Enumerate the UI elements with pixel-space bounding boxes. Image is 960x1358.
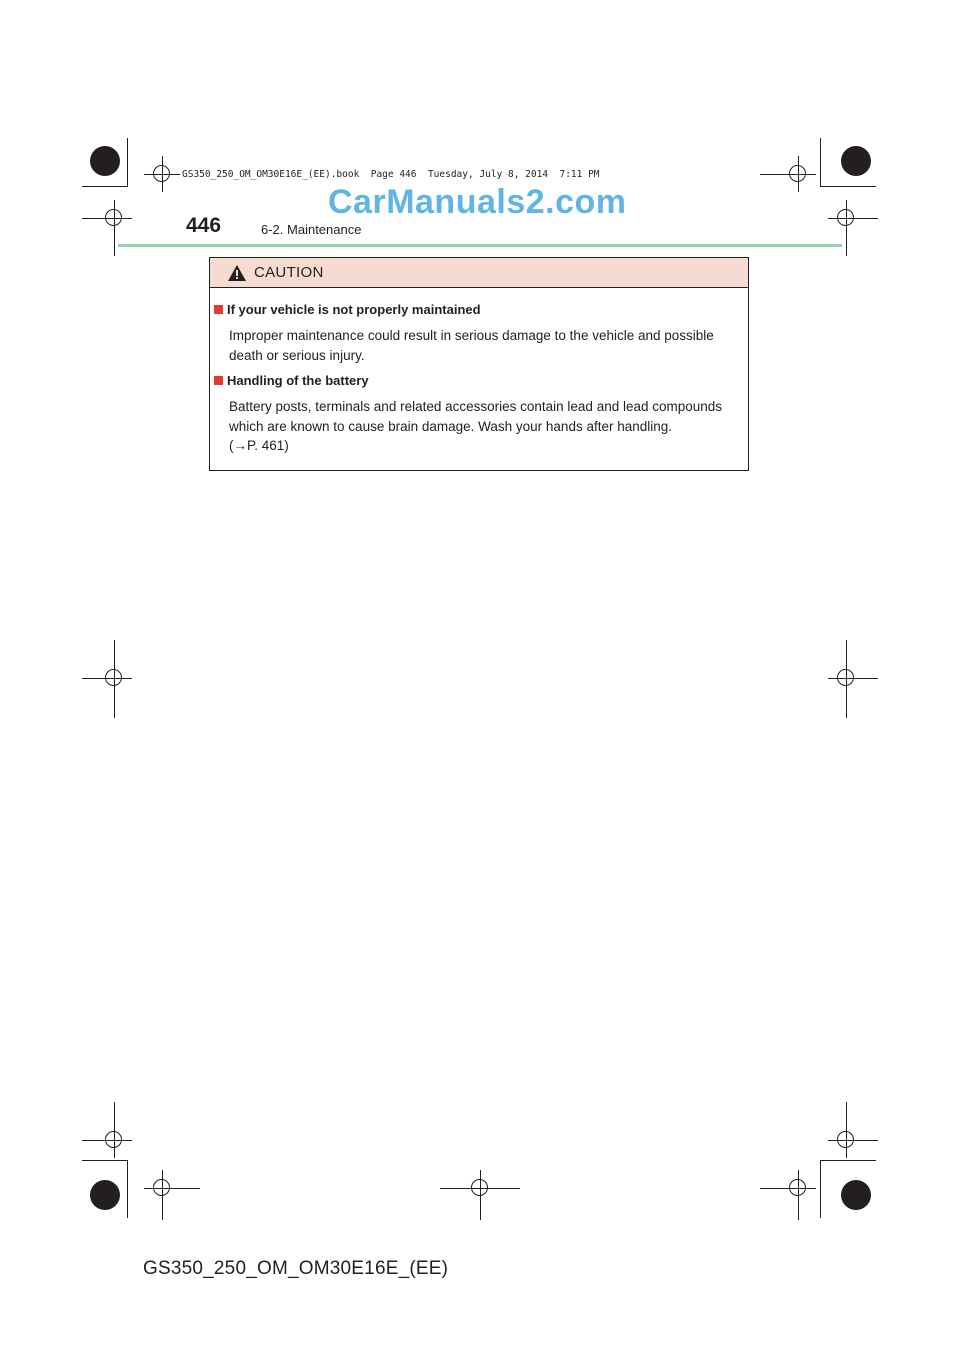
header-rule xyxy=(118,244,842,247)
registration-dot-top-left xyxy=(90,146,120,176)
footer-model-code: GS350_250_OM_OM30E16E_(EE) xyxy=(143,1258,449,1279)
crop-line xyxy=(127,1160,128,1218)
registration-crosshair xyxy=(96,660,132,696)
registration-dot-bottom-right xyxy=(841,1180,871,1210)
caution-item-heading: Handling of the battery xyxy=(214,373,369,388)
red-square-bullet-icon xyxy=(214,305,223,314)
warning-triangle-icon xyxy=(227,264,247,282)
crop-line xyxy=(820,186,876,187)
crop-line xyxy=(820,1160,876,1161)
crop-line xyxy=(820,1160,821,1218)
registration-crosshair xyxy=(828,660,864,696)
registration-crosshair xyxy=(96,1122,132,1158)
registration-crosshair xyxy=(780,156,816,192)
registration-crosshair xyxy=(144,156,180,192)
caution-box xyxy=(209,257,749,471)
page-reference-link[interactable]: (→P. 461) xyxy=(229,438,289,453)
registration-dot-top-right xyxy=(841,146,871,176)
registration-crosshair xyxy=(828,1122,864,1158)
caution-item-heading: If your vehicle is not properly maintained xyxy=(214,302,481,317)
crop-line xyxy=(127,138,128,186)
registration-crosshair xyxy=(462,1170,498,1206)
red-square-bullet-icon xyxy=(214,376,223,385)
crop-line xyxy=(820,138,821,186)
print-meta-line: GS350_250_OM_OM30E16E_(EE).book Page 446 Tuesday, July 8, 2014 7:11 PM xyxy=(182,169,600,180)
caution-item-text: Battery posts, terminals and related accessories contain lead and lead compounds which are known to cause brain damage. Wash your hands after handling. xyxy=(229,399,723,434)
crop-line xyxy=(82,186,128,187)
registration-crosshair xyxy=(828,200,864,236)
caution-header xyxy=(210,258,748,288)
caution-item-body xyxy=(229,397,743,456)
page-number: 446 xyxy=(186,214,222,237)
crop-line xyxy=(82,1160,128,1161)
caution-title: CAUTION xyxy=(254,264,324,281)
registration-crosshair xyxy=(96,200,132,236)
registration-crosshair xyxy=(144,1170,180,1206)
site-watermark: CarManuals2.com xyxy=(328,183,627,221)
caution-item-body: Improper maintenance could result in serious damage to the vehicle and possible death or serious injury. xyxy=(229,328,714,363)
registration-dot-bottom-left xyxy=(90,1180,120,1210)
registration-crosshair xyxy=(780,1170,816,1206)
section-title: 6-2. Maintenance xyxy=(261,222,362,237)
